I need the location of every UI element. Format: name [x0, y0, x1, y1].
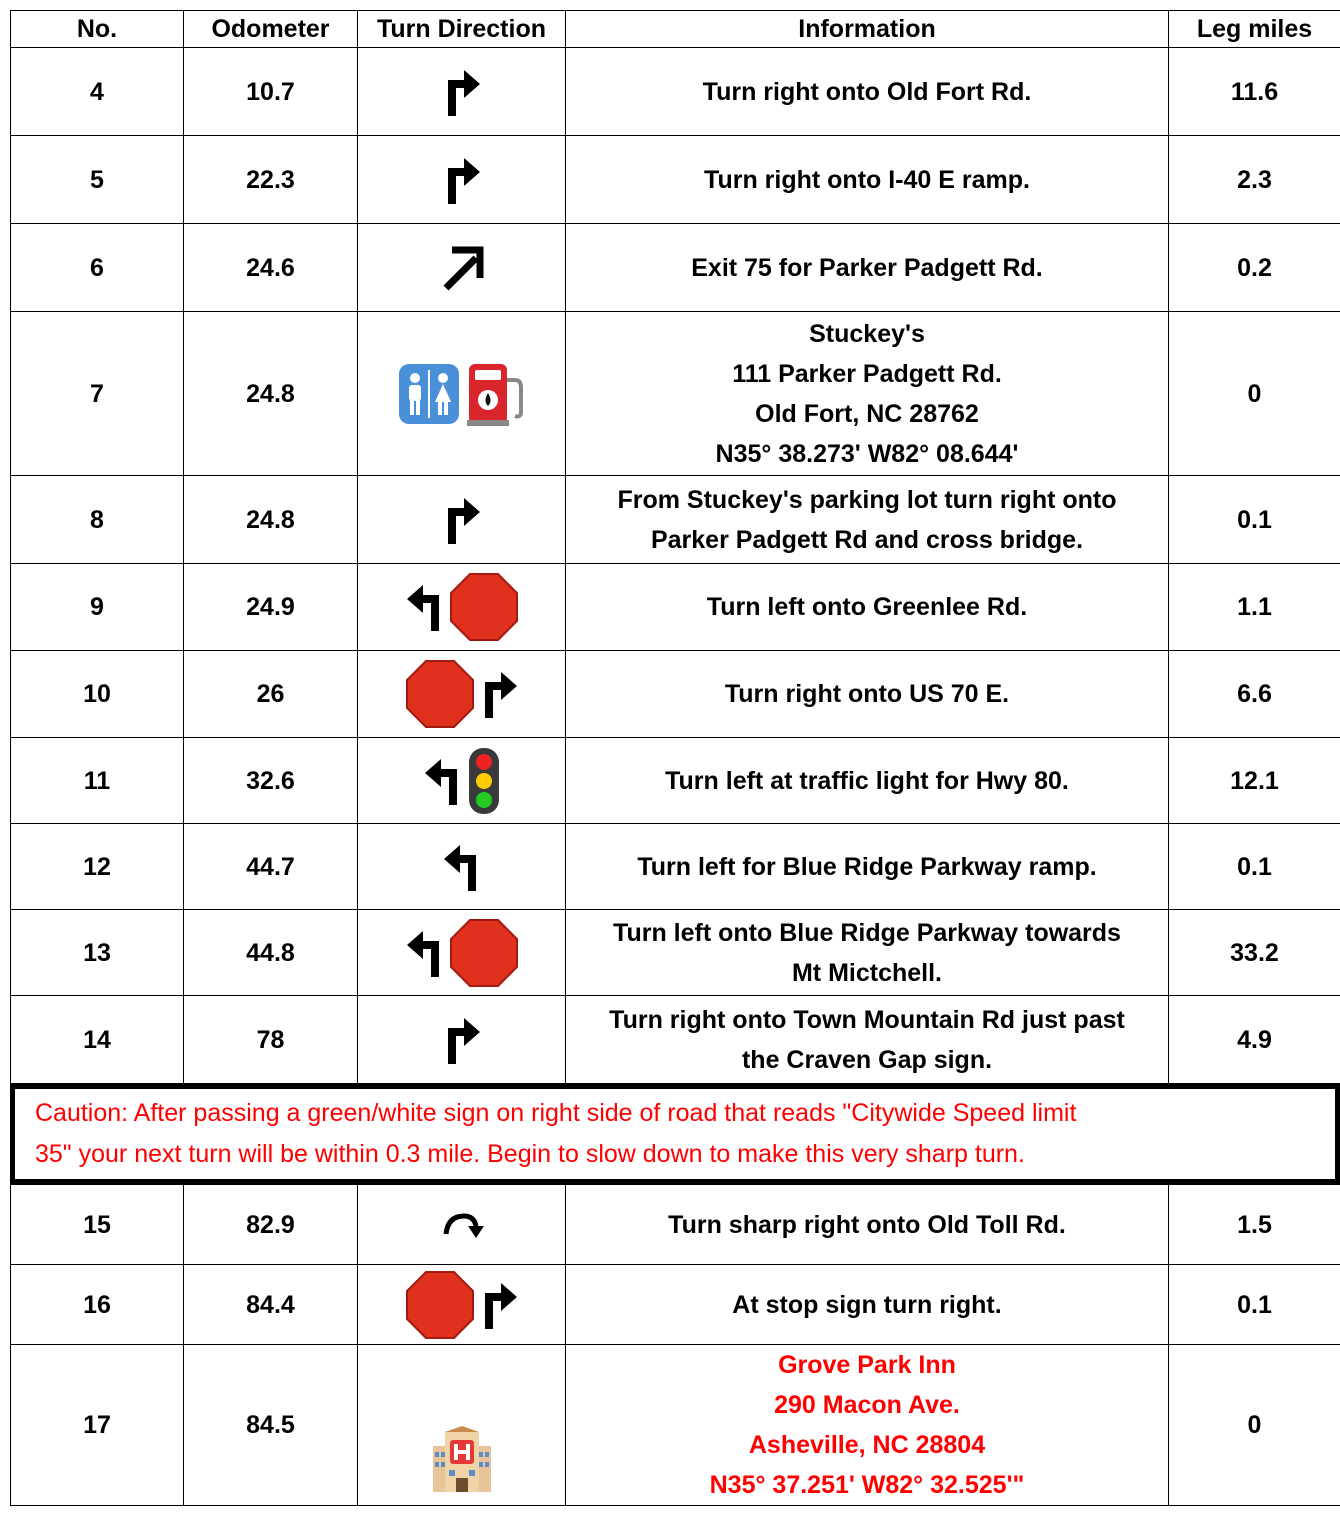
turn-direction-cell [358, 48, 566, 136]
stop-sign-icon [449, 572, 519, 642]
step-number: 11 [11, 738, 184, 824]
turn-right-arrow-icon [479, 668, 519, 720]
turn-icons [358, 1208, 565, 1242]
turn-icons [358, 1014, 565, 1066]
leg-miles-value: 0.1 [1169, 1265, 1340, 1345]
information-line: Turn right onto US 70 E. [724, 680, 1010, 708]
table-row [11, 996, 1340, 1084]
table-row [11, 1345, 1340, 1506]
step-number: 8 [11, 476, 184, 564]
caution-box [10, 1084, 1340, 1184]
table-row [11, 564, 1340, 651]
table-row [11, 910, 1340, 996]
header-row [11, 11, 1340, 48]
leg-miles-value: 0 [1169, 1345, 1340, 1506]
step-number: 10 [11, 651, 184, 738]
leg-miles-value: 4.9 [1169, 996, 1340, 1084]
information-cell [566, 476, 1169, 564]
information-line: Stuckey's [809, 319, 925, 348]
information-line: From Stuckey's parking lot turn right onto [617, 485, 1117, 514]
header-information: Information [566, 11, 1169, 48]
traffic-light-icon [467, 746, 501, 816]
turn-icons [358, 841, 565, 893]
step-number: 4 [11, 48, 184, 136]
leg-miles-value: 0 [1169, 312, 1340, 476]
information-cell [566, 738, 1169, 824]
table-row [11, 136, 1340, 224]
odometer-value: 44.8 [184, 910, 358, 996]
step-number: 7 [11, 312, 184, 476]
turn-icons [358, 572, 565, 642]
information-line: Grove Park Inn [778, 1351, 956, 1379]
odometer-value: 22.3 [184, 136, 358, 224]
turn-left-arrow-icon [405, 581, 445, 633]
leg-miles-value: 11.6 [1169, 48, 1340, 136]
odometer-value: 26 [184, 651, 358, 738]
step-number: 17 [11, 1345, 184, 1506]
table-row [11, 476, 1340, 564]
information-cell [566, 48, 1169, 136]
table-row [11, 738, 1340, 824]
stop-sign-icon [405, 659, 475, 729]
caution-line: Caution: After passing a green/white sign on right side of road that reads "Citywide Speed limit [35, 1099, 1077, 1127]
table-body-lower [11, 1185, 1340, 1506]
information-line: Asheville, NC 28804 [748, 1431, 986, 1459]
information-cell [566, 910, 1169, 996]
table-row [11, 1265, 1340, 1345]
turn-direction-cell [358, 564, 566, 651]
sharp-right-curve-icon [440, 1208, 484, 1242]
step-number: 12 [11, 824, 184, 910]
information-cell [566, 224, 1169, 312]
turn-icons [358, 494, 565, 546]
turn-right-arrow-icon [442, 494, 482, 546]
caution-line: 35" your next turn will be within 0.3 mile. Begin to slow down to make this very sharp turn. [35, 1140, 1025, 1168]
information-line: Turn right onto Old Fort Rd. [702, 77, 1032, 106]
fuel-pump-icon [465, 360, 527, 428]
information-line: N35° 38.273' W82° 08.644' [715, 439, 1019, 468]
odometer-value: 84.4 [184, 1265, 358, 1345]
information-line: N35° 37.251' W82° 32.525'" [709, 1471, 1025, 1499]
turn-direction-cell [358, 312, 566, 476]
up-right-arrow-icon [438, 244, 486, 292]
turn-left-arrow-icon [442, 841, 482, 893]
odometer-value: 24.9 [184, 564, 358, 651]
step-number: 16 [11, 1265, 184, 1345]
information-cell [566, 136, 1169, 224]
header-no: No. [11, 11, 184, 48]
stop-sign-icon [449, 918, 519, 988]
table-row [11, 312, 1340, 476]
information-line: Old Fort, NC 28762 [755, 399, 979, 428]
restroom-icon [397, 362, 461, 426]
odometer-value: 24.8 [184, 312, 358, 476]
information-line: 290 Macon Ave. [774, 1391, 960, 1419]
turn-right-arrow-icon [479, 1279, 519, 1331]
information-cell [566, 1265, 1169, 1345]
table-row [11, 224, 1340, 312]
information-cell [566, 996, 1169, 1084]
table-row [11, 1185, 1340, 1265]
step-number: 6 [11, 224, 184, 312]
turn-icons [358, 244, 565, 292]
turn-direction-cell [358, 1345, 566, 1506]
odometer-value: 10.7 [184, 48, 358, 136]
table-body-upper [11, 48, 1340, 1084]
leg-miles-value: 0.1 [1169, 476, 1340, 564]
turn-direction-cell [358, 651, 566, 738]
turn-icons [358, 1356, 565, 1494]
table-row [11, 651, 1340, 738]
leg-miles-value: 33.2 [1169, 910, 1340, 996]
turn-left-arrow-icon [423, 755, 463, 807]
turn-icons [358, 918, 565, 988]
step-number: 13 [11, 910, 184, 996]
leg-miles-value: 0.1 [1169, 824, 1340, 910]
information-line: At stop sign turn right. [732, 1290, 1002, 1319]
header-odometer: Odometer [184, 11, 358, 48]
information-cell [566, 1185, 1169, 1265]
information-cell [566, 312, 1169, 476]
odometer-value: 44.7 [184, 824, 358, 910]
leg-miles-value: 1.1 [1169, 564, 1340, 651]
leg-miles-value: 0.2 [1169, 224, 1340, 312]
turn-icons [358, 1270, 565, 1340]
information-cell [566, 564, 1169, 651]
turn-left-arrow-icon [405, 927, 445, 979]
information-cell [566, 651, 1169, 738]
turn-icons [358, 746, 565, 816]
odometer-value: 82.9 [184, 1185, 358, 1265]
information-line: Turn right onto I-40 E ramp. [704, 165, 1030, 194]
information-line: Turn sharp right onto Old Toll Rd. [668, 1210, 1066, 1239]
turn-icons [358, 66, 565, 118]
step-number: 14 [11, 996, 184, 1084]
leg-miles-value: 12.1 [1169, 738, 1340, 824]
information-line: Parker Padgett Rd and cross bridge. [650, 525, 1084, 554]
odometer-value: 24.6 [184, 224, 358, 312]
directions-sheet [10, 10, 1340, 1506]
turn-right-arrow-icon [442, 66, 482, 118]
information-line: Turn left for Blue Ridge Parkway ramp. [637, 852, 1097, 881]
step-number: 9 [11, 564, 184, 651]
turn-direction-cell [358, 1185, 566, 1265]
turn-direction-cell [358, 136, 566, 224]
turn-direction-cell [358, 476, 566, 564]
turn-direction-cell [358, 996, 566, 1084]
turn-icons [358, 360, 565, 428]
step-number: 5 [11, 136, 184, 224]
information-line: Mt Mictchell. [791, 958, 942, 987]
information-line: Exit 75 for Parker Padgett Rd. [691, 253, 1043, 282]
turn-icons [358, 659, 565, 729]
information-line: 111 Parker Padgett Rd. [732, 359, 1002, 388]
step-number: 15 [11, 1185, 184, 1265]
header-turn-direction: Turn Direction [358, 11, 566, 48]
directions-table [10, 10, 1340, 1084]
information-cell [566, 824, 1169, 910]
stop-sign-icon [405, 1270, 475, 1340]
table-row [11, 48, 1340, 136]
turn-right-arrow-icon [442, 1014, 482, 1066]
odometer-value: 24.8 [184, 476, 358, 564]
information-line: Turn left at traffic light for Hwy 80. [665, 766, 1069, 795]
leg-miles-value: 6.6 [1169, 651, 1340, 738]
turn-direction-cell [358, 824, 566, 910]
hotel-icon [431, 1426, 493, 1494]
table-row [11, 824, 1340, 910]
leg-miles-value: 1.5 [1169, 1185, 1340, 1265]
odometer-value: 78 [184, 996, 358, 1084]
leg-miles-value: 2.3 [1169, 136, 1340, 224]
turn-direction-cell [358, 738, 566, 824]
turn-right-arrow-icon [442, 154, 482, 206]
turn-icons [358, 154, 565, 206]
turn-direction-cell [358, 910, 566, 996]
information-line: Turn left onto Greenlee Rd. [706, 593, 1028, 621]
odometer-value: 32.6 [184, 738, 358, 824]
header-leg-miles: Leg miles [1169, 11, 1340, 48]
turn-direction-cell [358, 224, 566, 312]
directions-table-lower [10, 1184, 1340, 1506]
information-cell [566, 1345, 1169, 1506]
information-line: Turn right onto Town Mountain Rd just past [609, 1005, 1125, 1034]
odometer-value: 84.5 [184, 1345, 358, 1506]
turn-direction-cell [358, 1265, 566, 1345]
information-line: the Craven Gap sign. [741, 1045, 993, 1074]
information-line: Turn left onto Blue Ridge Parkway towards [613, 918, 1121, 947]
